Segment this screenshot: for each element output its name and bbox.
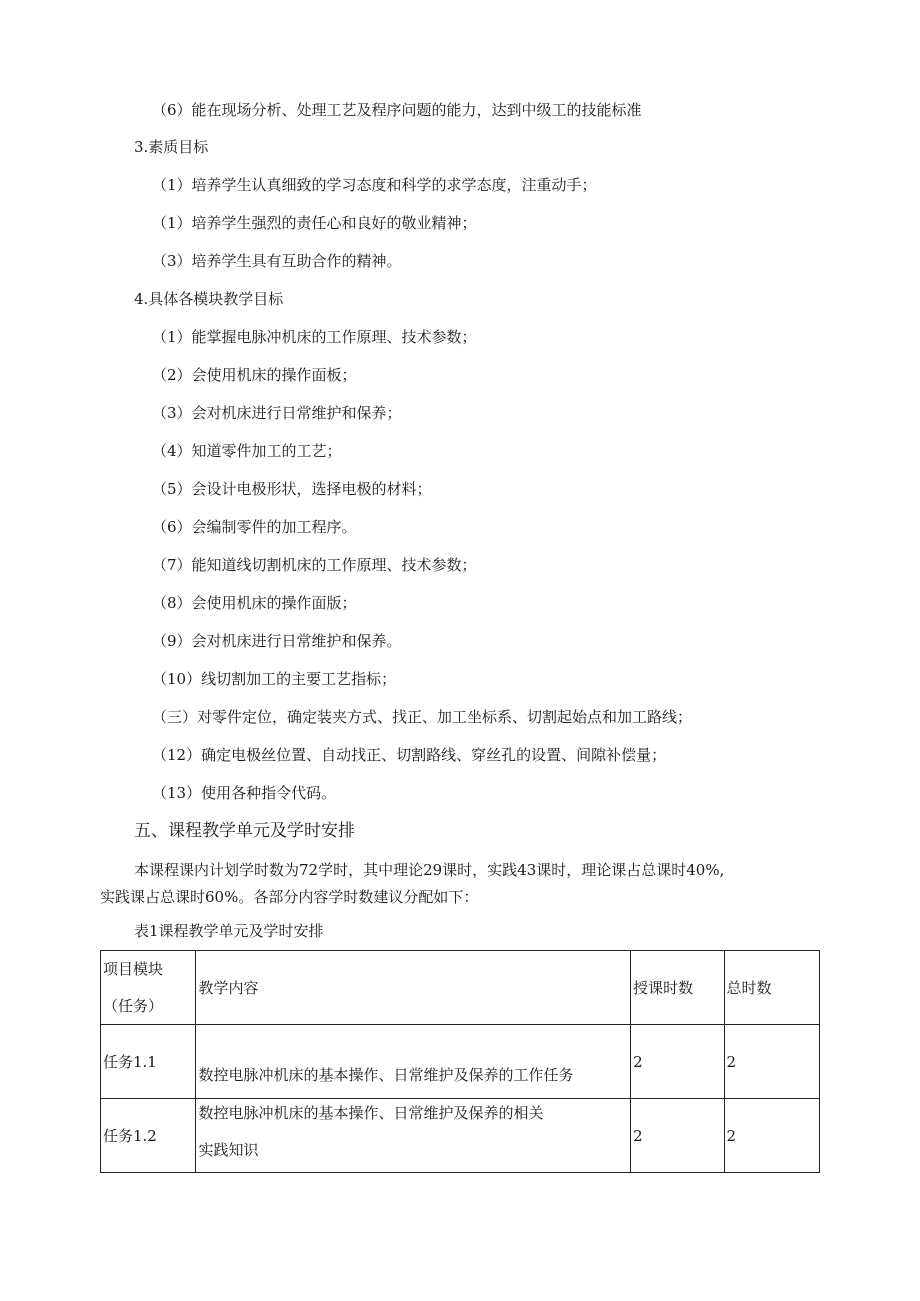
module-goal-item: （2）会使用机床的操作面板； [152,366,357,384]
module-goal-item: （12）确定电极丝位置、自动找正、切割路线、穿丝孔的设置、间隙补偿量； [152,746,667,764]
row-total-hours: 2 [724,1025,819,1099]
row-content [196,1099,631,1173]
quality-goals-heading: 3.素质目标 [134,138,209,156]
row-content-line1: 数控电脉冲机床的基本操作、日常维护及保养的相关 [198,1104,544,1122]
module-goals-heading: 4.具体各模块教学目标 [134,290,284,308]
row-content-line2: 数控电脉冲机床的基本操作、日常维护及保养的工作任务 [198,1066,574,1084]
module-goal-item: （9）会对机床进行日常维护和保养。 [152,632,402,650]
module-goal-item: （10）线切割加工的主要工艺指标； [152,670,397,688]
module-goal-item: （8）会使用机床的操作面版； [152,594,357,612]
row-total-hours: 2 [724,1099,819,1173]
row-content-line2: 实践知识 [198,1141,259,1159]
row-lecture-hours: 2 [631,1025,724,1099]
header-module-line2: （任务） [103,997,164,1015]
module-goal-item: （三）对零件定位，确定装夹方式、找正、加工坐标系、切割起始点和加工路线； [152,708,693,726]
module-goal-item: （7）能知道线切割机床的工作原理、技术参数； [152,556,477,574]
module-goal-item: （3）会对机床进行日常维护和保养； [152,404,402,422]
quality-goal-item: （1）培养学生认真细致的学习态度和科学的求学态度，注重动手； [152,176,597,194]
row-module: 任务1.1 [101,1025,196,1099]
hours-paragraph-line1: 本课程课内计划学时数为72学时，其中理论29课时，实践43课时，理论课占总课时40%, [134,861,725,879]
header-total-hours: 总时数 [724,951,819,1025]
quality-goal-item: （1）培养学生强烈的责任心和良好的敬业精神； [152,214,477,232]
header-module [101,951,196,1025]
header-module-line1: 项目模块 [103,960,164,978]
section-five-title: 五、课程教学单元及学时安排 [134,821,355,841]
module-goal-item: （5）会设计电极形状，选择电极的材料； [152,480,432,498]
hours-paragraph-line2: 实践课占总课时60%。各部分内容学时数建议分配如下： [100,888,479,906]
row-content-line1 [198,1037,628,1057]
row-content [196,1025,631,1099]
header-content: 教学内容 [196,951,631,1025]
module-goal-item: （4）知道零件加工的工艺； [152,442,342,460]
quality-goal-item: （3）培养学生具有互助合作的精神。 [152,252,402,270]
module-goal-item: （13）使用各种指令代码。 [152,784,337,802]
table-row [101,1099,820,1173]
table-row [101,1025,820,1099]
schedule-table [100,950,820,1173]
table-caption: 表1课程教学单元及学时安排 [134,922,324,940]
module-goal-item: （6）会编制零件的加工程序。 [152,518,357,536]
row-lecture-hours: 2 [631,1099,724,1173]
row-module: 任务1.2 [101,1099,196,1173]
header-lecture-hours: 授课时数 [631,951,724,1025]
skill-goal-item-6: （6）能在现场分析、处理工艺及程序问题的能力，达到中级工的技能标准 [152,101,642,119]
module-goal-item: （1）能掌握电脉冲机床的工作原理、技术参数； [152,328,477,346]
table-header-row [101,951,820,1025]
